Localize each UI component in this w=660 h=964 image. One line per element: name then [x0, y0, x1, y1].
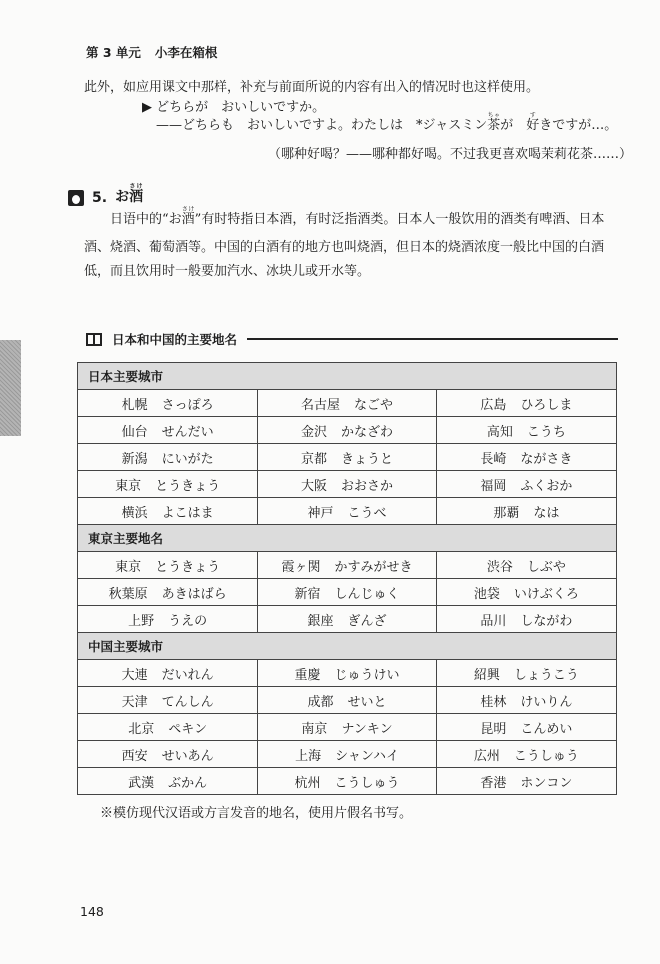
place-reading: シャンハイ: [335, 748, 399, 764]
section-title: お酒さけ: [115, 183, 144, 205]
place-reading: こうち: [526, 424, 566, 440]
place-cell: [78, 606, 258, 633]
page-number: 148: [80, 904, 104, 919]
place-kanji: 渋谷: [486, 559, 513, 575]
place-kanji: 名古屋: [301, 397, 341, 413]
place-reading: しぶや: [526, 559, 566, 575]
place-cell: [258, 768, 436, 795]
place-kanji: 京都: [301, 451, 328, 467]
place-cell: [258, 498, 436, 525]
place-reading: なごや: [354, 397, 394, 413]
place-reading: せいと: [347, 694, 387, 710]
section-para-2: 酒、烧酒、葡萄酒等。中国的白酒有的地方也叫烧酒，但日本的烧酒浓度一般比中国的白酒: [84, 240, 605, 255]
place-reading: いけぶくろ: [513, 586, 579, 602]
example-translation: （哪种好喝？——哪种都好喝。不过我更喜欢喝茉莉花茶……）: [268, 147, 633, 162]
place-reading: きょうと: [341, 451, 394, 467]
ruby-suki: 好す: [526, 112, 540, 133]
place-reading: とうきょう: [155, 478, 221, 494]
place-kanji: 成都: [307, 694, 334, 710]
place-kanji: 紹興: [473, 667, 500, 683]
place-cell: [78, 498, 258, 525]
place-names-table: [77, 362, 617, 795]
table-row: [78, 498, 617, 525]
section-number: 5.: [92, 190, 108, 206]
section-heading: [68, 183, 143, 206]
place-kanji: 秋葉原: [108, 586, 148, 602]
section-para-3: 低，而且饮用时一般要加汽水、冰块儿或开水等。: [84, 264, 371, 279]
place-cell: [78, 714, 258, 741]
place-reading: さっぽろ: [161, 397, 214, 413]
place-reading: ホンコン: [520, 775, 573, 791]
unit-title: 小李在箱根: [154, 45, 218, 60]
place-reading: けいりん: [520, 694, 573, 710]
page-edge-tab: [0, 340, 21, 436]
section-header: 中国主要城市: [78, 633, 617, 660]
table-row: [78, 390, 617, 417]
table-row: [78, 471, 617, 498]
place-cell: [436, 579, 616, 606]
place-kanji: 昆明: [480, 721, 507, 737]
place-kanji: 仙台: [121, 424, 148, 440]
place-kanji: 広州: [473, 748, 500, 764]
place-kanji: 上野: [128, 613, 155, 629]
place-cell: [78, 687, 258, 714]
place-reading: ふくおか: [520, 478, 573, 494]
footnote: ※模仿现代汉语或方言发音的地名，使用片假名书写。: [100, 806, 413, 821]
place-reading: こうべ: [347, 505, 387, 521]
place-cell: [258, 552, 436, 579]
place-kanji: 上海: [295, 748, 322, 764]
place-kanji: 大阪: [301, 478, 328, 494]
place-cell: [78, 768, 258, 795]
table-row: [78, 687, 617, 714]
place-kanji: 広島: [480, 397, 507, 413]
place-reading: うえの: [168, 613, 208, 629]
place-cell: [436, 768, 616, 795]
place-cell: [258, 714, 436, 741]
place-reading: なは: [533, 505, 560, 521]
place-cell: [78, 471, 258, 498]
place-reading: じゅうけい: [334, 667, 400, 683]
place-cell: [258, 741, 436, 768]
place-cell: [436, 498, 616, 525]
place-cell: [258, 417, 436, 444]
place-cell: [78, 741, 258, 768]
place-reading: こんめい: [520, 721, 573, 737]
unit-label: 第 3 单元: [86, 45, 141, 60]
place-kanji: 金沢: [301, 424, 328, 440]
place-kanji: 東京: [115, 478, 142, 494]
place-cell: [78, 552, 258, 579]
place-reading: ぶかん: [168, 775, 208, 791]
place-kanji: 南京: [301, 721, 328, 737]
place-reading: あきはばら: [161, 586, 227, 602]
place-cell: [258, 660, 436, 687]
place-kanji: 那覇: [493, 505, 520, 521]
place-cell: [78, 444, 258, 471]
table-row: [78, 660, 617, 687]
place-cell: [436, 417, 616, 444]
place-cell: [78, 417, 258, 444]
section-header: 日本主要城市: [78, 363, 617, 390]
place-kanji: 新宿: [294, 586, 321, 602]
place-kanji: 高知: [486, 424, 513, 440]
place-kanji: 新潟: [121, 451, 148, 467]
table-row: [78, 552, 617, 579]
place-reading: おおさか: [341, 478, 394, 494]
place-cell: [258, 471, 436, 498]
place-reading: しんじゅく: [334, 586, 400, 602]
section-para-1: 日语中的“お酒さけ”有时特指日本酒，有时泛指酒类。日本人一般饮用的酒类有啤酒、日本: [110, 206, 605, 227]
table-row: [78, 417, 617, 444]
place-cell: [436, 390, 616, 417]
place-cell: [436, 660, 616, 687]
place-reading: しながわ: [520, 613, 573, 629]
place-cell: [258, 606, 436, 633]
place-cell: [436, 714, 616, 741]
place-cell: [258, 444, 436, 471]
place-cell: [78, 660, 258, 687]
place-reading: ひろしま: [520, 397, 573, 413]
place-kanji: 神戸: [307, 505, 334, 521]
place-kanji: 札幌: [121, 397, 148, 413]
place-cell: [78, 579, 258, 606]
place-reading: だいれん: [161, 667, 214, 683]
place-reading: せいあん: [161, 748, 214, 764]
place-reading: ペキン: [168, 721, 208, 737]
book-icon: [86, 333, 102, 346]
place-kanji: 天津: [121, 694, 148, 710]
place-reading: にいがた: [161, 451, 214, 467]
place-cell: [78, 390, 258, 417]
section-header: 東京主要地名: [78, 525, 617, 552]
place-reading: かすみがせき: [334, 559, 413, 575]
place-cell: [436, 552, 616, 579]
place-kanji: 福岡: [480, 478, 507, 494]
place-kanji: 東京: [115, 559, 142, 575]
place-kanji: 武漢: [128, 775, 155, 791]
place-reading: しょうこう: [513, 667, 579, 683]
place-reading: ぎんざ: [347, 613, 387, 629]
place-kanji: 銀座: [307, 613, 334, 629]
place-reading: よこはま: [161, 505, 214, 521]
place-reading: こうしゅう: [334, 775, 400, 791]
running-header: [86, 43, 217, 61]
place-cell: [436, 687, 616, 714]
place-reading: ながさき: [520, 451, 573, 467]
title-rule: [247, 338, 618, 340]
intro-text: 此外，如应用课文中那样，补充与前面所说的内容有出入的情况时也这样使用。: [84, 80, 540, 95]
place-kanji: 品川: [480, 613, 507, 629]
table-row: [78, 606, 617, 633]
place-cell: [436, 741, 616, 768]
table-row: [78, 768, 617, 795]
place-kanji: 池袋: [473, 586, 500, 602]
place-kanji: 大連: [121, 667, 148, 683]
place-cell: [258, 687, 436, 714]
place-kanji: 桂林: [480, 694, 507, 710]
face-icon: [68, 190, 84, 206]
place-reading: てんしん: [161, 694, 214, 710]
table-row: [78, 714, 617, 741]
place-cell: [258, 579, 436, 606]
place-reading: かなざわ: [341, 424, 394, 440]
place-cell: [436, 444, 616, 471]
section-header-row: [78, 633, 617, 660]
place-cell: [436, 471, 616, 498]
place-cell: [436, 606, 616, 633]
place-kanji: 西安: [121, 748, 148, 764]
place-kanji: 霞ヶ関: [281, 559, 321, 575]
place-kanji: 香港: [480, 775, 507, 791]
example-question: ▶ どちらが おいしいですか。: [142, 100, 326, 115]
ruby-cha: 茶ちゃ: [487, 112, 501, 133]
place-kanji: 杭州: [294, 775, 321, 791]
place-reading: こうしゅう: [513, 748, 579, 764]
place-reading: せんだい: [161, 424, 214, 440]
place-kanji: 長崎: [480, 451, 507, 467]
section-header-row: [78, 525, 617, 552]
table-title: 日本和中国的主要地名: [86, 330, 618, 348]
table-row: [78, 444, 617, 471]
place-reading: ナンキン: [341, 721, 393, 737]
table-row: [78, 741, 617, 768]
place-reading: とうきょう: [155, 559, 221, 575]
table-row: [78, 579, 617, 606]
place-cell: [258, 390, 436, 417]
place-kanji: 北京: [128, 721, 155, 737]
example-answer: ——どちらも おいしいですよ。わたしは *ジャスミン茶ちゃが 好すきですが…。: [156, 112, 618, 133]
section-header-row: [78, 363, 617, 390]
place-kanji: 重慶: [294, 667, 321, 683]
place-kanji: 横浜: [121, 505, 148, 521]
